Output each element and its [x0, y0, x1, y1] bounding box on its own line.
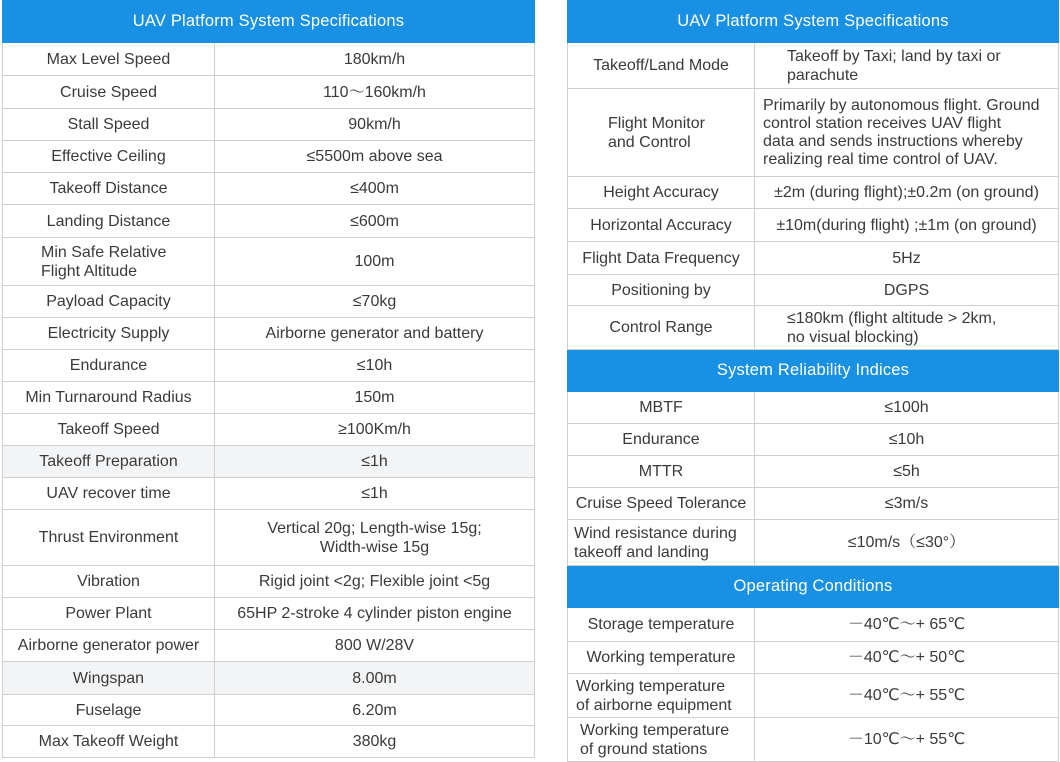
spec-value: 380kg: [215, 726, 535, 758]
spec-key: Takeoff Speed: [3, 414, 215, 446]
spec-value: ≤10h: [215, 350, 535, 382]
left-spec-table: [2, 0, 535, 758]
spec-value: ≤10m/s（≤30°）: [755, 520, 1059, 566]
spec-key-line: Wind resistance during: [574, 524, 737, 542]
table-row: [568, 456, 1059, 488]
spec-key: [3, 238, 215, 286]
spec-key: [568, 718, 755, 762]
spec-value: Airborne generator and battery: [215, 318, 535, 350]
spec-value-line: Width-wise 15g: [319, 538, 430, 556]
spec-value: －40℃～+ 50℃: [755, 642, 1059, 674]
spec-value: 65HP 2-stroke 4 cylinder piston engine: [215, 598, 535, 630]
spec-key: [568, 520, 755, 566]
spec-value: 8.00m: [215, 662, 535, 695]
spec-value: 110～160km/h: [215, 76, 535, 109]
table-row: [3, 695, 535, 726]
spec-value: ≤400m: [215, 173, 535, 205]
spec-key: UAV recover time: [3, 478, 215, 510]
spec-key: Storage temperature: [568, 608, 755, 642]
table-row: [568, 608, 1059, 642]
spec-value: ≤1h: [215, 446, 535, 478]
spec-key: Positioning by: [568, 275, 755, 306]
table-row: [568, 242, 1059, 275]
spec-key: Fuselage: [3, 695, 215, 726]
table-row: [3, 109, 535, 141]
table-row: [568, 392, 1059, 424]
spec-value: 6.20m: [215, 695, 535, 726]
spec-key: Electricity Supply: [3, 318, 215, 350]
spec-key-line: Min Safe Relative: [41, 243, 167, 261]
spec-value-line: data and sends instructions whereby: [763, 132, 1023, 150]
table-row: [3, 205, 535, 238]
spec-value: 5Hz: [755, 242, 1059, 275]
spec-value: [755, 43, 1059, 89]
spec-value-line: no visual blocking): [787, 328, 919, 346]
spec-key-line: Flight Altitude: [41, 262, 138, 280]
spec-value: ±10m(during flight) ;±1m (on ground): [755, 209, 1059, 242]
spec-key: Cruise Speed: [3, 76, 215, 109]
spec-key: Working temperature: [568, 642, 755, 674]
table-row: [3, 598, 535, 630]
table-row: [3, 630, 535, 662]
table-row: [3, 238, 535, 286]
spec-key: Endurance: [568, 424, 755, 456]
spec-value: －10℃～+ 55℃: [755, 718, 1059, 762]
spec-key: Airborne generator power: [3, 630, 215, 662]
spec-key-line: of ground stations: [580, 740, 708, 758]
table-row: [3, 76, 535, 109]
spec-value: ≤70kg: [215, 286, 535, 318]
spec-key: Horizontal Accuracy: [568, 209, 755, 242]
spec-value: [755, 89, 1059, 177]
spec-value: [755, 306, 1059, 350]
table-row: [3, 350, 535, 382]
spec-key: Thrust Environment: [3, 510, 215, 566]
table-row: [3, 566, 535, 598]
table-row: [568, 177, 1059, 209]
table-row: [568, 275, 1059, 306]
table-row: [568, 718, 1059, 762]
spec-value-line: Primarily by autonomous flight. Ground: [763, 96, 1040, 114]
spec-key-line: Flight Monitor: [608, 114, 705, 132]
spec-key: Payload Capacity: [3, 286, 215, 318]
spec-value: DGPS: [755, 275, 1059, 306]
spec-value-line: Vertical 20g; Length-wise 15g;: [267, 519, 482, 537]
table-row: [3, 662, 535, 695]
table-row: [3, 414, 535, 446]
spec-value: 90km/h: [215, 109, 535, 141]
spec-key: MBTF: [568, 392, 755, 424]
spec-key: Min Turnaround Radius: [3, 382, 215, 414]
spec-value: ≤3m/s: [755, 488, 1059, 520]
right-spec-table: [567, 0, 1059, 762]
table-row: [3, 446, 535, 478]
spec-key: MTTR: [568, 456, 755, 488]
spec-value-line: realizing real time control of UAV.: [763, 150, 998, 168]
spec-key: Landing Distance: [3, 205, 215, 238]
spec-value: 150m: [215, 382, 535, 414]
spec-value: －40℃～+ 55℃: [755, 674, 1059, 718]
spec-key: Max Takeoff Weight: [3, 726, 215, 758]
spec-key: Stall Speed: [3, 109, 215, 141]
spec-value: 180km/h: [215, 43, 535, 76]
spec-key: Control Range: [568, 306, 755, 350]
table-row: [568, 89, 1059, 177]
table-row: [3, 286, 535, 318]
reliability-title: System Reliability Indices: [568, 350, 1059, 392]
spec-value: ±2m (during flight);±0.2m (on ground): [755, 177, 1059, 209]
left-table-title: UAV Platform System Specifications: [3, 1, 535, 43]
table-row: [568, 424, 1059, 456]
spec-key: Height Accuracy: [568, 177, 755, 209]
table-row: [3, 726, 535, 758]
spec-key-line: Working temperature: [576, 677, 726, 695]
spec-value-line: ≤180km (flight altitude > 2km,: [787, 309, 997, 327]
spec-value-line: parachute: [787, 66, 859, 84]
table-row: [568, 43, 1059, 89]
table-row: [568, 488, 1059, 520]
table-row: [568, 520, 1059, 566]
spec-key: Vibration: [3, 566, 215, 598]
table-row: [3, 510, 535, 566]
table-row: [3, 173, 535, 205]
spec-key: [568, 89, 755, 177]
right-table-title: UAV Platform System Specifications: [568, 1, 1059, 43]
spec-key-line: Working temperature: [580, 721, 730, 739]
table-row: [568, 642, 1059, 674]
table-row: [3, 478, 535, 510]
spec-key: Takeoff Preparation: [3, 446, 215, 478]
spec-key: Effective Ceiling: [3, 141, 215, 173]
spec-value: 100m: [215, 238, 535, 286]
table-row: [568, 306, 1059, 350]
spec-key: Power Plant: [3, 598, 215, 630]
conditions-title: Operating Conditions: [568, 566, 1059, 608]
table-row: [568, 209, 1059, 242]
spec-value-line: control station receives UAV flight: [763, 114, 1002, 132]
spec-value: ≤600m: [215, 205, 535, 238]
spec-key: Max Level Speed: [3, 43, 215, 76]
spec-value: ≤10h: [755, 424, 1059, 456]
spec-key: [568, 674, 755, 718]
spec-key-line: takeoff and landing: [574, 543, 709, 561]
table-row: [3, 382, 535, 414]
table-row: [568, 674, 1059, 718]
spec-key: Takeoff Distance: [3, 173, 215, 205]
spec-value: －40℃～+ 65℃: [755, 608, 1059, 642]
spec-key: Cruise Speed Tolerance: [568, 488, 755, 520]
spec-value: ≤5h: [755, 456, 1059, 488]
spec-value-line: Takeoff by Taxi; land by taxi or: [787, 47, 1001, 65]
spec-value: ≤1h: [215, 478, 535, 510]
spec-key: Flight Data Frequency: [568, 242, 755, 275]
spec-value: ≤5500m above sea: [215, 141, 535, 173]
spec-value: ≥100Km/h: [215, 414, 535, 446]
table-row: [3, 141, 535, 173]
table-row: [3, 43, 535, 76]
spec-value: ≤100h: [755, 392, 1059, 424]
spec-key: Wingspan: [3, 662, 215, 695]
table-row: [3, 318, 535, 350]
spec-value: 800 W/28V: [215, 630, 535, 662]
spec-key-line: and Control: [608, 133, 691, 151]
spec-key: Endurance: [3, 350, 215, 382]
spec-key: Takeoff/Land Mode: [568, 43, 755, 89]
spec-key-line: of airborne equipment: [576, 696, 732, 714]
spec-value: [215, 510, 535, 566]
spec-value: Rigid joint <2g; Flexible joint <5g: [215, 566, 535, 598]
